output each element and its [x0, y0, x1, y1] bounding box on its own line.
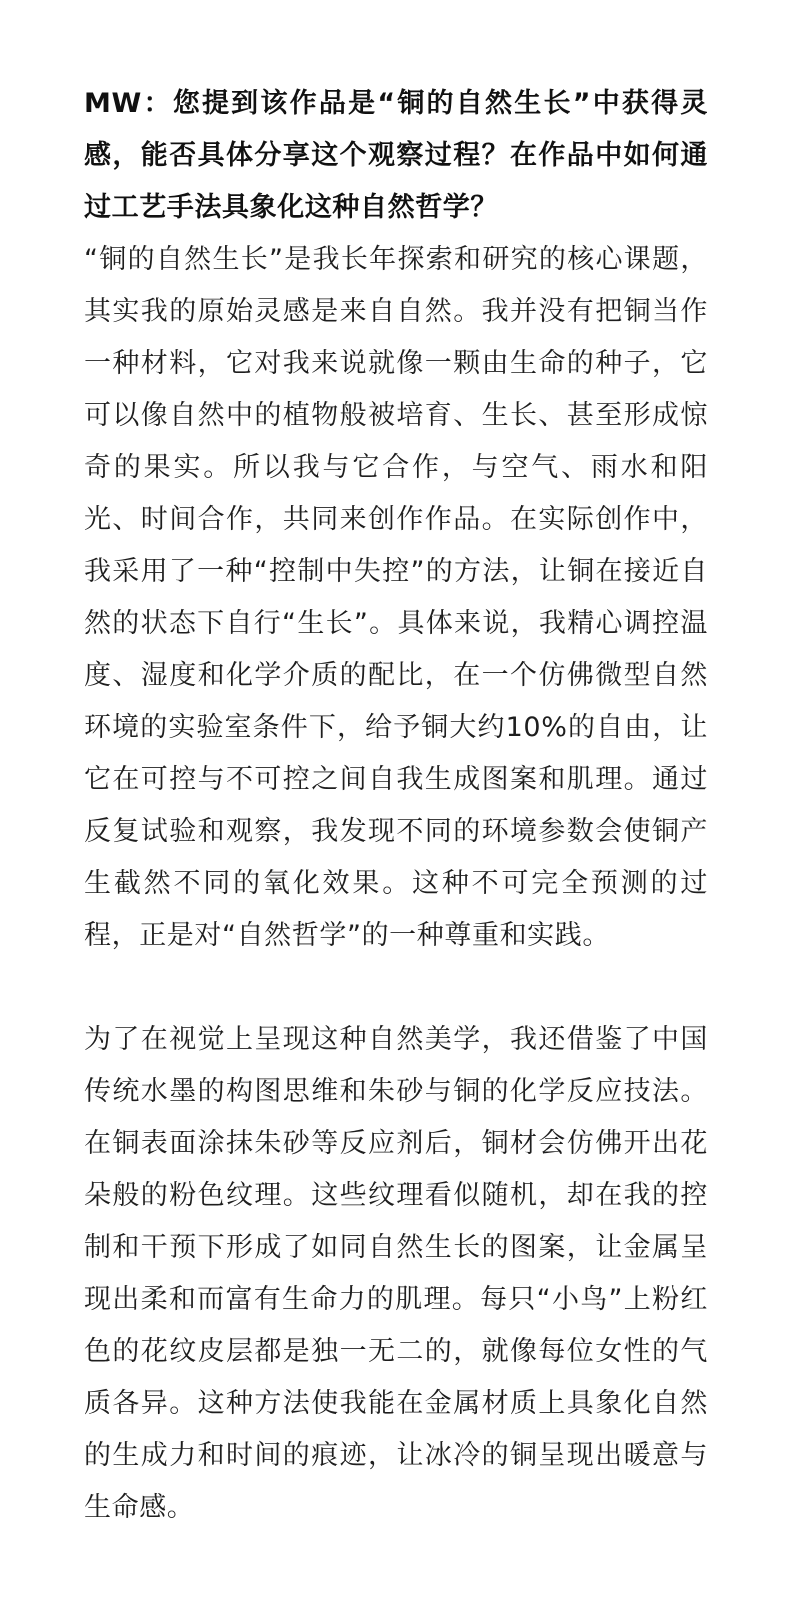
article-body: [84, 78, 708, 1534]
answer-paragraph: 为了在视觉上呈现这种自然美学，我还借鉴了中国传统水墨的构图思维和朱砂与铜的化学反应技法。在铜表面涂抹朱砂等反应剂后，铜材会仿佛开出花朵般的粉色纹理。这些纹理看似随机，却在我的控制和干预下形成了如同自然生长的图案，让金属呈现出柔和而富有生命力的肌理。每只“小鸟”上粉红色的花纹皮层都是独一无二的，就像每位女性的气质各异。这种方法使我能在金属材质上具象化自然的生成力和时间的痕迹，让冰冷的铜呈现出暖意与生命感。: [84, 1024, 708, 1523]
answer-paragraph: “铜的自然生长”是我长年探索和研究的核心课题，其实我的原始灵感是来自自然。我并没有把铜当作一种材料，它对我来说就像一颗由生命的种子，它可以像自然中的植物般被培育、生长、甚至形成惊奇的果实。所以我与它合作，与空气、雨水和阳光、时间合作，共同来创作作品。在实际创作中，我采用了一种“控制中失控”的方法，让铜在接近自然的状态下自行“生长”。具体来说，我精心调控温度、湿度和化学介质的配比，在一个仿佛微型自然环境的实验室条件下，给予铜大约10%的自由，让它在可控与不可控之间自我生成图案和肌理。通过反复试验和观察，我发现不同的环境参数会使铜产生截然不同的氧化效果。这种不可完全预测的过程，正是对“自然哲学”的一种尊重和实践。: [84, 244, 708, 951]
interview-question: MW：您提到该作品是“铜的自然生长”中获得灵感，能否具体分享这个观察过程？在作品中如何通过工艺手法具象化这种自然哲学？: [84, 88, 708, 223]
